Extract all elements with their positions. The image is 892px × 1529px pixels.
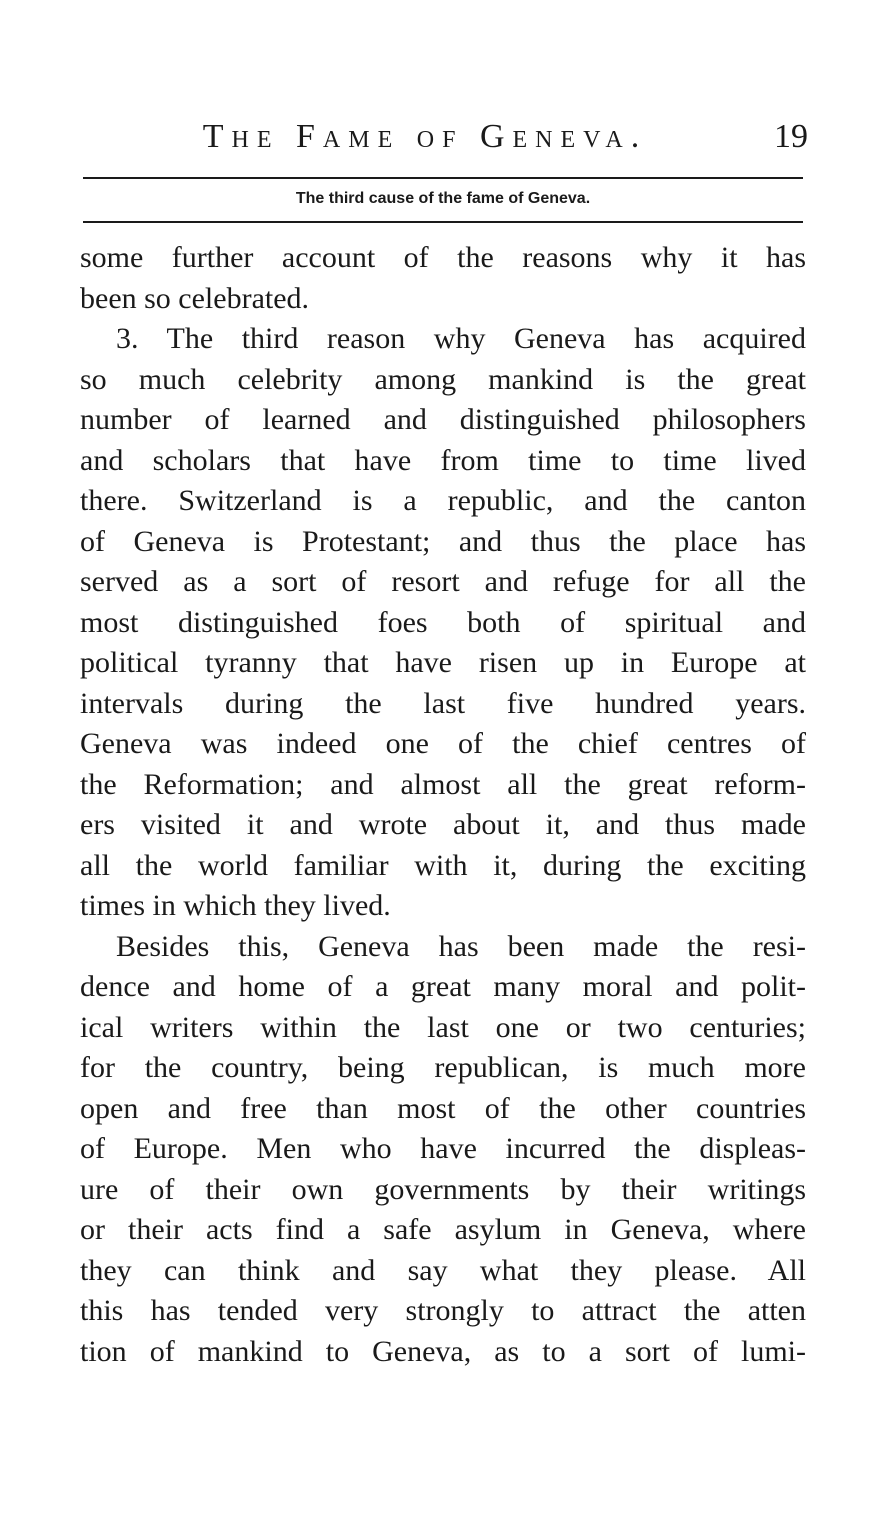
header-rule-bottom (83, 221, 803, 223)
text-line: so much celebrity among mankind is the great (80, 362, 806, 396)
header-rule-top (83, 177, 803, 179)
body-text (80, 238, 806, 1372)
text-line: of Europe. Men who have incurred the displeas- (80, 1132, 806, 1165)
text-line: some further account of the reasons why it has (80, 241, 806, 274)
text-line: political tyranny that have risen up in Europe at (80, 646, 806, 679)
text-line: for the country, being republican, is much more (80, 1051, 806, 1084)
text-line: or their acts find a safe asylum in Geneva, where (80, 1213, 806, 1246)
text-line: been so celebrated. (80, 281, 310, 315)
text-line: dence and home of a great many moral and polit- (80, 970, 806, 1003)
text-line: intervals during the last five hundred years. (80, 686, 806, 720)
text-line: the Reformation; and almost all the great reform- (80, 767, 806, 801)
text-line: and scholars that have from time to time lived (80, 443, 806, 477)
text-line: they can think and say what they please. All (80, 1253, 806, 1287)
text-line: 3. The third reason why Geneva has acquired (116, 322, 806, 355)
text-line: this has tended very strongly to attract the atten (80, 1294, 806, 1327)
text-line: served as a sort of resort and refuge for all the (80, 565, 806, 598)
running-head (80, 112, 808, 162)
page-number: 19 (774, 118, 808, 155)
text-line: ers visited it and wrote about it, and thus made (80, 808, 806, 841)
running-head-title: The Fame of Geneva. (202, 118, 648, 155)
text-line: there. Switzerland is a republic, and the canton (80, 484, 806, 517)
text-line: ical writers within the last one or two centuries; (80, 1010, 806, 1044)
text-line: open and free than most of the other countries (80, 1091, 806, 1125)
text-line: Besides this, Geneva has been made the resi- (116, 929, 806, 963)
section-subheading: The third cause of the fame of Geneva. (295, 190, 591, 207)
text-line: most distinguished foes both of spiritual and (80, 605, 806, 639)
text-line: times in which they lived. (80, 889, 391, 922)
text-line: of Geneva is Protestant; and thus the place has (80, 524, 806, 558)
text-line: all the world familiar with it, during the exciting (80, 848, 806, 882)
text-line: number of learned and distinguished philosophers (80, 403, 806, 436)
text-line: tion of mankind to Geneva, as to a sort of lumi- (80, 1334, 806, 1368)
text-line: ure of their own governments by their writings (80, 1172, 806, 1206)
text-line: Geneva was indeed one of the chief centres of (80, 727, 806, 760)
